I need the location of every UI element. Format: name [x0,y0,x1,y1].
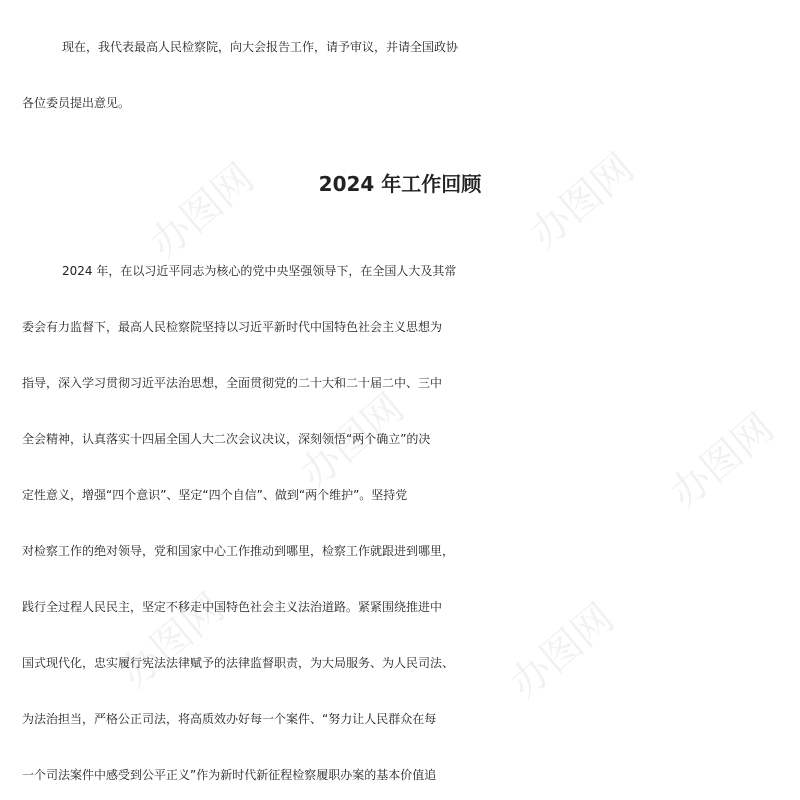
watermark-mark: 办图网 [661,404,783,518]
watermark-mark: 办图网 [521,144,643,258]
intro-line: 各位委员提出意见。 [22,96,131,110]
intro-line: 现在，我代表最高人民检察院，向大会报告工作，请予审议，并请全国政协 [62,40,459,54]
body-line: 定性意义，增强“四个意识”、坚定“四个自信”、做到“两个维护”。坚持党 [22,488,408,502]
body-line: 一个司法案件中感受到公平正义”作为新时代新征程检察履职办案的基本价值追 [22,768,437,782]
body-line: 全会精神，认真落实十四届全国人大二次会议决议，深刻领悟“两个确立”的决 [22,432,431,446]
watermark-mark: 办图网 [291,384,413,498]
body-line: 对检察工作的绝对领导，党和国家中心工作推动到哪里，检察工作就跟进到哪里， [22,544,455,558]
body-line: 国式现代化，忠实履行宪法法律赋予的法律监督职责，为大局服务、为人民司法、 [22,656,455,670]
body-line: 践行全过程人民民主，坚定不移走中国特色社会主义法治道路。紧紧围绕推进中 [22,600,443,614]
watermark-mark: 办图网 [141,154,263,268]
body-line: 2024 年，在以习近平同志为核心的党中央坚强领导下，在全国人大及其常 [62,264,457,278]
body-line: 委会有力监督下，最高人民检察院坚持以习近平新时代中国特色社会主义思想为 [22,320,443,334]
section-title: 2024 年工作回顾 [318,172,482,196]
body-line: 指导，深入学习贯彻习近平法治思想，全面贯彻党的二十大和二十届二中、三中 [22,376,443,390]
body-line: 为法治担当，严格公正司法，将高质效办好每一个案件、“努力让人民群众在每 [22,712,437,726]
watermark-mark: 办图网 [111,584,233,698]
watermark-mark: 办图网 [501,594,623,708]
